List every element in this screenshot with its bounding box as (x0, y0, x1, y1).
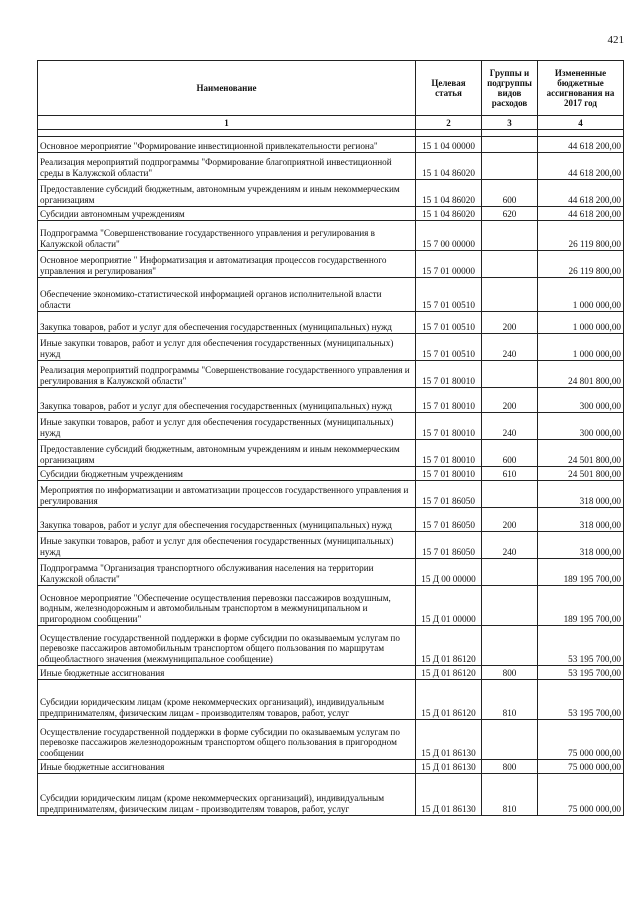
row-target-code: 15 7 01 80010 (416, 413, 482, 440)
row-expense-group: 240 (482, 413, 538, 440)
table-row (38, 680, 624, 720)
row-expense-group (482, 586, 538, 626)
row-name: Предоставление субсидий бюджетным, автономным учреждениям и иным некоммерческим организациям (38, 180, 416, 207)
row-name: Основное мероприятие " Информатизация и автоматизация процессов государственного управления и регулирования" (38, 251, 416, 278)
row-target-code: 15 1 04 86020 (416, 153, 482, 180)
table-row (38, 760, 624, 774)
row-name: Осуществление государственной поддержки в форме субсидии по оказываемым услугам по перевозке пассажиров автомобильным транспортом общего пользования по маршрутам общеобластного значения (межмуниципальное сообщение) (38, 626, 416, 666)
row-name: Иные закупки товаров, работ и услуг для обеспечения государственных (муниципальных) нужд (38, 334, 416, 361)
row-amount: 1 000 000,00 (538, 312, 624, 334)
table-row (38, 251, 624, 278)
row-expense-group (482, 481, 538, 508)
row-amount: 1 000 000,00 (538, 334, 624, 361)
row-name: Мероприятия по информатизации и автоматизации процессов государственного управления и регулирования (38, 481, 416, 508)
row-target-code: 15 7 01 80010 (416, 361, 482, 388)
table-header-row (38, 61, 624, 116)
row-amount: 26 119 800,00 (538, 221, 624, 251)
row-name: Субсидии юридическим лицам (кроме некоммерческих организаций), индивидуальным предпринимателям, физическим лицам - производителям товаров, работ, услуг (38, 680, 416, 720)
row-target-code: 15 7 01 80010 (416, 467, 482, 481)
row-amount: 53 195 700,00 (538, 680, 624, 720)
column-number: 3 (482, 116, 538, 130)
table-row (38, 467, 624, 481)
row-expense-group: 600 (482, 440, 538, 467)
row-expense-group: 800 (482, 760, 538, 774)
row-target-code: 15 1 04 00000 (416, 137, 482, 153)
table-row (38, 388, 624, 413)
row-amount: 189 195 700,00 (538, 586, 624, 626)
row-amount: 189 195 700,00 (538, 559, 624, 586)
column-number: 4 (538, 116, 624, 130)
row-target-code: 15 1 04 86020 (416, 180, 482, 207)
row-expense-group: 240 (482, 334, 538, 361)
page-number: 421 (607, 34, 624, 46)
table-row (38, 137, 624, 153)
row-name: Закупка товаров, работ и услуг для обеспечения государственных (муниципальных) нужд (38, 388, 416, 413)
row-name: Иные бюджетные ассигнования (38, 760, 416, 774)
row-name: Предоставление субсидий бюджетным, автономным учреждениям и иным некоммерческим организациям (38, 440, 416, 467)
row-amount: 24 501 800,00 (538, 440, 624, 467)
row-target-code: 15 Д 01 86130 (416, 774, 482, 816)
row-target-code: 15 Д 01 86120 (416, 626, 482, 666)
row-amount: 24 501 800,00 (538, 467, 624, 481)
row-target-code: 15 Д 01 86120 (416, 666, 482, 680)
row-name: Закупка товаров, работ и услуг для обеспечения государственных (муниципальных) нужд (38, 312, 416, 334)
table-row (38, 312, 624, 334)
table-row (38, 774, 624, 816)
header-amount: Измененные бюджетные ассигнования на 2017 год (538, 61, 624, 116)
row-expense-group: 620 (482, 207, 538, 221)
row-expense-group (482, 361, 538, 388)
row-name: Иные закупки товаров, работ и услуг для обеспечения государственных (муниципальных) нужд (38, 413, 416, 440)
table-row (38, 180, 624, 207)
row-expense-group: 610 (482, 467, 538, 481)
row-expense-group (482, 221, 538, 251)
row-target-code: 15 Д 01 86130 (416, 760, 482, 774)
row-name: Подпрограмма "Организация транспортного обслуживания населения на территории Калужской области" (38, 559, 416, 586)
row-name: Осуществление государственной поддержки в форме субсидии по оказываемым услугам по перевозке пассажиров железнодорожным транспортом общего пользования в пригородном сообщении (38, 720, 416, 760)
row-expense-group (482, 626, 538, 666)
row-expense-group (482, 251, 538, 278)
separator-row (38, 130, 624, 137)
row-name: Иные бюджетные ассигнования (38, 666, 416, 680)
row-expense-group: 240 (482, 532, 538, 559)
table-row (38, 508, 624, 532)
row-target-code: 15 Д 01 86120 (416, 680, 482, 720)
row-expense-group: 810 (482, 774, 538, 816)
row-name: Закупка товаров, работ и услуг для обеспечения государственных (муниципальных) нужд (38, 508, 416, 532)
table-row (38, 532, 624, 559)
row-name: Обеспечение экономико-статистической информацией органов исполнительной власти области (38, 278, 416, 312)
row-expense-group: 200 (482, 388, 538, 413)
row-expense-group: 200 (482, 508, 538, 532)
row-name: Субсидии автономным учреждениям (38, 207, 416, 221)
header-group: Группы и подгруппы видов расходов (482, 61, 538, 116)
row-expense-group: 600 (482, 180, 538, 207)
row-expense-group (482, 153, 538, 180)
table-row (38, 481, 624, 508)
row-amount: 318 000,00 (538, 481, 624, 508)
budget-table (37, 60, 624, 816)
table-row (38, 666, 624, 680)
row-amount: 26 119 800,00 (538, 251, 624, 278)
row-amount: 24 801 800,00 (538, 361, 624, 388)
column-number: 1 (38, 116, 416, 130)
row-amount: 300 000,00 (538, 388, 624, 413)
row-target-code: 15 Д 01 00000 (416, 586, 482, 626)
row-amount: 75 000 000,00 (538, 774, 624, 816)
row-target-code: 15 7 01 00510 (416, 312, 482, 334)
column-number: 2 (416, 116, 482, 130)
row-target-code: 15 7 01 00000 (416, 251, 482, 278)
table-row (38, 334, 624, 361)
row-name: Реализация мероприятий подпрограммы "Совершенствование государственного управления и регулирования в Калужской области" (38, 361, 416, 388)
row-expense-group (482, 278, 538, 312)
table-row (38, 559, 624, 586)
row-expense-group: 800 (482, 666, 538, 680)
row-expense-group: 810 (482, 680, 538, 720)
table-row (38, 413, 624, 440)
row-target-code: 15 7 01 86050 (416, 532, 482, 559)
row-target-code: 15 7 01 86050 (416, 508, 482, 532)
row-name: Реализация мероприятий подпрограммы "Формирование благоприятной инвестиционной среды в Калужской области" (38, 153, 416, 180)
table-row (38, 586, 624, 626)
row-expense-group (482, 559, 538, 586)
row-amount: 75 000 000,00 (538, 760, 624, 774)
row-amount: 44 618 200,00 (538, 207, 624, 221)
row-target-code: 15 7 01 80010 (416, 388, 482, 413)
row-amount: 300 000,00 (538, 413, 624, 440)
table-row (38, 626, 624, 666)
row-amount: 1 000 000,00 (538, 278, 624, 312)
header-target: Целевая статья (416, 61, 482, 116)
row-amount: 53 195 700,00 (538, 626, 624, 666)
row-target-code: 15 1 04 86020 (416, 207, 482, 221)
row-target-code: 15 Д 01 86130 (416, 720, 482, 760)
row-target-code: 15 7 01 00510 (416, 278, 482, 312)
row-name: Основное мероприятие "Формирование инвестиционной привлекательности региона" (38, 137, 416, 153)
row-target-code: 15 7 01 00510 (416, 334, 482, 361)
row-amount: 44 618 200,00 (538, 180, 624, 207)
row-amount: 75 000 000,00 (538, 720, 624, 760)
row-expense-group (482, 720, 538, 760)
row-amount: 44 618 200,00 (538, 137, 624, 153)
header-name: Наименование (38, 61, 416, 116)
row-target-code: 15 7 01 86050 (416, 481, 482, 508)
row-target-code: 15 Д 00 00000 (416, 559, 482, 586)
column-number-row (38, 116, 624, 130)
row-amount: 44 618 200,00 (538, 153, 624, 180)
row-name: Иные закупки товаров, работ и услуг для обеспечения государственных (муниципальных) нужд (38, 532, 416, 559)
row-name: Субсидии бюджетным учреждениям (38, 467, 416, 481)
table-body (38, 137, 624, 816)
row-name: Подпрограмма "Совершенствование государственного управления и регулирования в Калужской области" (38, 221, 416, 251)
table-row (38, 720, 624, 760)
row-amount: 318 000,00 (538, 532, 624, 559)
row-target-code: 15 7 01 80010 (416, 440, 482, 467)
table-row (38, 278, 624, 312)
table-row (38, 153, 624, 180)
row-name: Основное мероприятие "Обеспечение осуществления перевозки пассажиров воздушным, водным, железнодорожным и автомобильным транспортом в межмуниципальном и пригородном сообщении" (38, 586, 416, 626)
row-amount: 53 195 700,00 (538, 666, 624, 680)
row-expense-group: 200 (482, 312, 538, 334)
table-row (38, 440, 624, 467)
row-name: Субсидии юридическим лицам (кроме некоммерческих организаций), индивидуальным предпринимателям, физическим лицам - производителям товаров, работ, услуг (38, 774, 416, 816)
table-row (38, 361, 624, 388)
row-amount: 318 000,00 (538, 508, 624, 532)
row-target-code: 15 7 00 00000 (416, 221, 482, 251)
row-expense-group (482, 137, 538, 153)
table-row (38, 207, 624, 221)
table-row (38, 221, 624, 251)
